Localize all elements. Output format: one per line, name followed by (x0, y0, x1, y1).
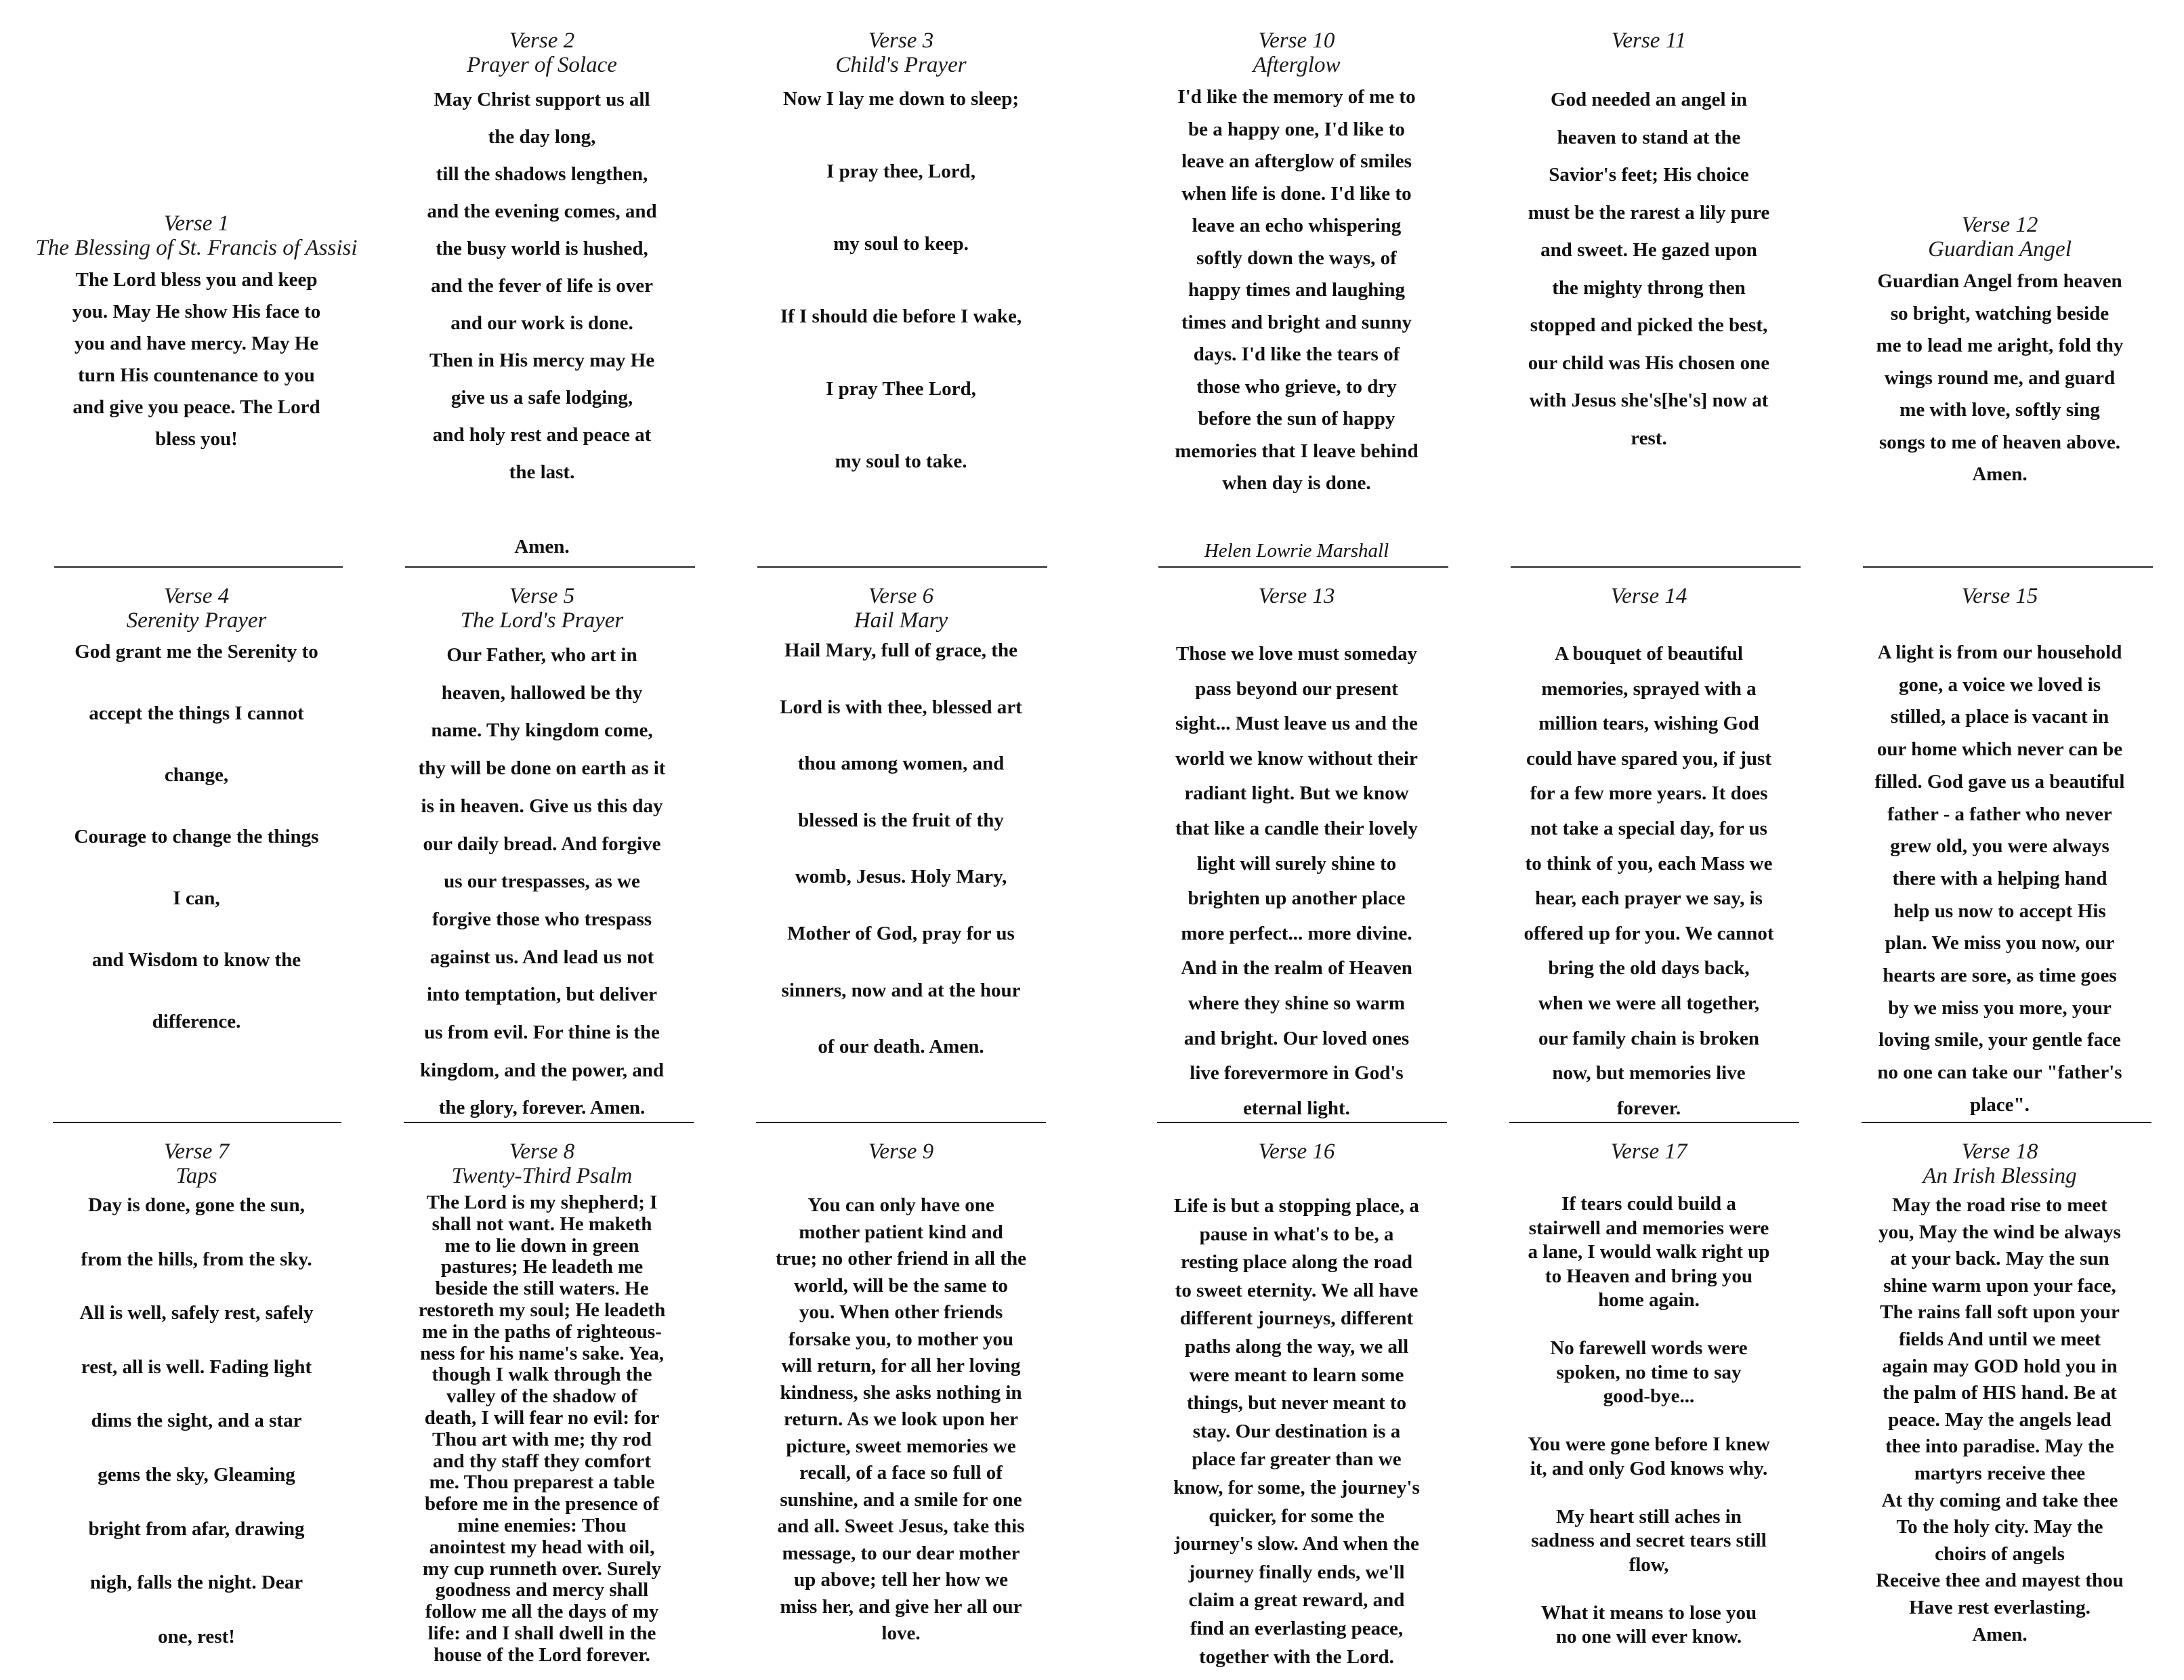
verse-3 (749, 28, 1053, 480)
verse-number: Verse 6 (868, 584, 934, 608)
verse-text: Those we love must someday pass beyond our present sight... Must leave us and the world we know without their radiant light. But we know that like a candle their lovely light will surely shine to brighten up another place more perfect... more divine. And in the realm of Heaven where they shine so warm and bright. Our loved ones live forevermore in God's eternal light. (1175, 643, 1418, 1119)
verse-number: Verse 11 (1611, 28, 1687, 53)
divider-line (405, 566, 695, 568)
verse-15 (1848, 584, 2151, 1122)
verse-number: Verse 1 (163, 211, 230, 236)
verse-text: A light is from our household gone, a voice we loved is stilled, a place is vacant in our home which never can be filled. God gave us a beautiful father - a father who never grew old, you were always there with a helping hand help us now to accept His plan. We miss you now, our hearts are sore, as time goes by we miss you more, your loving smile, your gentle face no one can take our "father's place". (1874, 642, 2125, 1116)
verse-title (1848, 608, 2151, 633)
verse-text: I'd like the memory of me to be a happy one, I'd like to leave an afterglow of smiles when life is done. I'd like to leave an echo whispering softly down the ways, of happy times and laughing times and bright and sunny days. I'd like the tears of those who grieve, to dry before the sun of happy memories that I leave behind when day is done. (1175, 86, 1419, 494)
divider-line (756, 1122, 1046, 1123)
verse-number: Verse 13 (1258, 584, 1335, 608)
verse-18 (1848, 1139, 2151, 1648)
verse-title (1497, 608, 1801, 633)
divider-line (1863, 566, 2153, 568)
divider-line (1511, 566, 1801, 568)
verse-number: Verse 10 (1258, 28, 1335, 53)
verse-title: Hail Mary (854, 608, 948, 633)
divider-line (1158, 566, 1448, 568)
verse-10 (1145, 28, 1448, 500)
verse-title: Twenty-Third Psalm (451, 1164, 633, 1188)
verse-number: Verse 8 (509, 1139, 575, 1164)
verse-17 (1497, 1139, 1801, 1650)
verse-12 (1848, 213, 2151, 491)
verse-text: You can only have one mother patient kind and true; no other friend in all the world, will be the same to you. When other friends forsake you, to mother you will return, for all her loving kindness, she asks nothing in return. As we look upon her picture, sweet memories we recall, of a face so full of sunshine, and a smile for one and all. Sweet Jesus, take this message, to our dear mother up above; tell her how we miss her, and give her all our love. (776, 1194, 1026, 1644)
divider-line (757, 566, 1047, 568)
verse-9 (749, 1139, 1053, 1647)
verse-number: Verse 2 (509, 28, 575, 53)
verse-text: God grant me the Serenity to accept the things I cannot change, Courage to change the things I can, and Wisdom to know the difference. (74, 641, 319, 1032)
verse-number: Verse 16 (1258, 1139, 1335, 1164)
verse-4 (45, 584, 348, 1038)
verse-7 (45, 1139, 348, 1651)
verse-text: If tears could build a stairwell and memories were a lane, I would walk right up to Heaven and bring you home again. No farewell words were spoken, no time to say good-bye... You were gone before I knew it, and only God knows why. My heart still aches in sadness and secret tears still flow, What it means to lose you no one will ever know. (1528, 1193, 1770, 1647)
verse-title (1497, 53, 1801, 77)
verse-title: Serenity Prayer (126, 608, 267, 633)
divider-line (54, 566, 343, 568)
verse-title (1145, 1164, 1448, 1188)
verse-text: The Lord is my shepherd; I shall not want. He maketh me to lie down in green pastures; He leadeth me beside the still waters. He restoreth my soul; He leadeth me in the paths of righteous- ness for his name's sake. Yea, though I walk through the valley of the shadow of death, I will fear no evil: for Thou art with me; thy rod and thy staff they comfort me. Thou preparest a table before me in the presence of mine enemies: Thou anointest my head with oil, my cup runneth over. Surely goodness and mercy shall follow me all the days of my life: and I shall dwell in the house of the Lord forever. (418, 1192, 666, 1666)
verse-title: The Lord's Prayer (460, 608, 624, 633)
verse-14 (1497, 584, 1801, 1126)
verse-number: Verse 14 (1610, 584, 1687, 608)
verse-title: Guardian Angel (1928, 237, 2072, 261)
verse-text: May Christ support us all the day long, till the shadows lengthen, and the evening comes, and the busy world is hushed, and the fever of life is over and our work is done. Then in His mercy may He give us a safe lodging, and holy rest and peace at the last. Amen. (427, 89, 657, 558)
verse-text: May the road rise to meet you, May the wind be always at your back. May the sun shine warm upon your face, The rains fall soft upon your fields And until we meet again may GOD hold you in the palm of HIS hand. Be at peace. May the angels lead thee into paradise. May the martyrs receive thee At thy coming and take thee To the holy city. May the choirs of angels Receive thee and mayest thou Have rest everlasting. Amen. (1876, 1194, 2124, 1645)
verse-text: God needed an angel in heaven to stand at the Savior's feet; His choice must be the rarest a lily pure and sweet. He gazed upon the mighty throng then stopped and picked the best, our child was His chosen one with Jesus she's[he's] now at rest. (1528, 89, 1770, 449)
verse-text: A bouquet of beautiful memories, sprayed with a million tears, wishing God could have spared you, if just for a few more years. It does not take a special day, for us to think of you, each Mass we hear, each prayer we say, is offered up for you. We cannot bring the old days back, when we were all together, our family chain is broken now, but memories live forever. (1524, 643, 1774, 1119)
verse-number: Verse 12 (1961, 213, 2038, 237)
verse-title: Child's Prayer (835, 53, 967, 77)
verse-number: Verse 4 (163, 584, 230, 608)
verse-text: Guardian Angel from heaven so bright, watching beside me to lead me aright, fold thy wings round me, and guard me with love, softly sing songs to me of heaven above. Amen. (1876, 270, 2124, 485)
verse-title: The Blessing of St. Francis of Assisi (35, 236, 358, 260)
verse-1 (35, 211, 358, 455)
divider-line (1157, 1122, 1447, 1123)
verse-11 (1497, 28, 1801, 457)
verse-text: Day is done, gone the sun, from the hills, from the sky. All is well, safely rest, safely rest, all is well. Fading light dims the sight, and a star gems the sky, Gleaming bright from afar, drawing nigh, falls the night. Dear one, rest! (79, 1194, 314, 1647)
verse-8 (390, 1139, 694, 1666)
verse-number: Verse 7 (163, 1139, 230, 1164)
verse-number: Verse 17 (1610, 1139, 1687, 1164)
verse-number: Verse 5 (509, 584, 575, 608)
divider-line (1862, 1122, 2151, 1123)
verse-title: Taps (175, 1164, 217, 1188)
verse-number: Verse 18 (1961, 1139, 2038, 1164)
verse-title (1497, 1164, 1801, 1188)
verse-2 (390, 28, 694, 566)
verse-text: Life is but a stopping place, a pause in what's to be, a resting place along the road to sweet eternity. We all have different journeys, different paths along the way, we all were meant to learn some things, but never meant to stay. Our destination is a place far greater than we know, for some, the journey's quicker, for some the journey's slow. And when the journey finally ends, we'll claim a great reward, and find an everlasting peace, together with the Lord. (1173, 1195, 1420, 1668)
verse-title: Afterglow (1253, 53, 1341, 77)
verse-number: Verse 15 (1961, 584, 2038, 608)
divider-line (1509, 1122, 1799, 1123)
verse-text: Our Father, who art in heaven, hallowed be thy name. Thy kingdom come, thy will be done on earth as it is in heaven. Give us this day our daily bread. And forgive us our trespasses, as we forgive those who trespass against us. And lead us not into temptation, but deliver us from evil. For thine is the kingdom, and the power, and the glory, forever. Amen. (418, 644, 666, 1119)
verse-title: Prayer of Solace (467, 53, 617, 77)
verse-text: Hail Mary, full of grace, the Lord is with thee, blessed art thou among women, and blessed is the fruit of thy womb, Jesus. Holy Mary, Mother of God, pray for us sinners, now and at the hour of our death. Amen. (780, 639, 1022, 1058)
divider-line (404, 1122, 694, 1123)
verse-title: An Irish Blessing (1923, 1164, 2077, 1188)
verse-title (1145, 608, 1448, 633)
divider-line (53, 1122, 341, 1123)
verse-13 (1145, 584, 1448, 1126)
verse-number: Verse 9 (868, 1139, 934, 1164)
verse-text: Now I lay me down to sleep; I pray thee, Lord, my soul to keep. If I should die before I wake, I pray Thee Lord, my soul to take. (780, 88, 1022, 472)
verse-title (749, 1164, 1053, 1188)
verse-6 (749, 584, 1053, 1062)
verse-text: The Lord bless you and keep you. May He show His face to you and have mercy. May He turn His countenance to you and give you peace. The Lord bless you! (72, 269, 321, 450)
verse-5 (390, 584, 694, 1127)
verse-16 (1145, 1139, 1448, 1671)
verse-signature: Helen Lowrie Marshall (1204, 540, 1389, 562)
verse-number: Verse 3 (868, 28, 934, 53)
